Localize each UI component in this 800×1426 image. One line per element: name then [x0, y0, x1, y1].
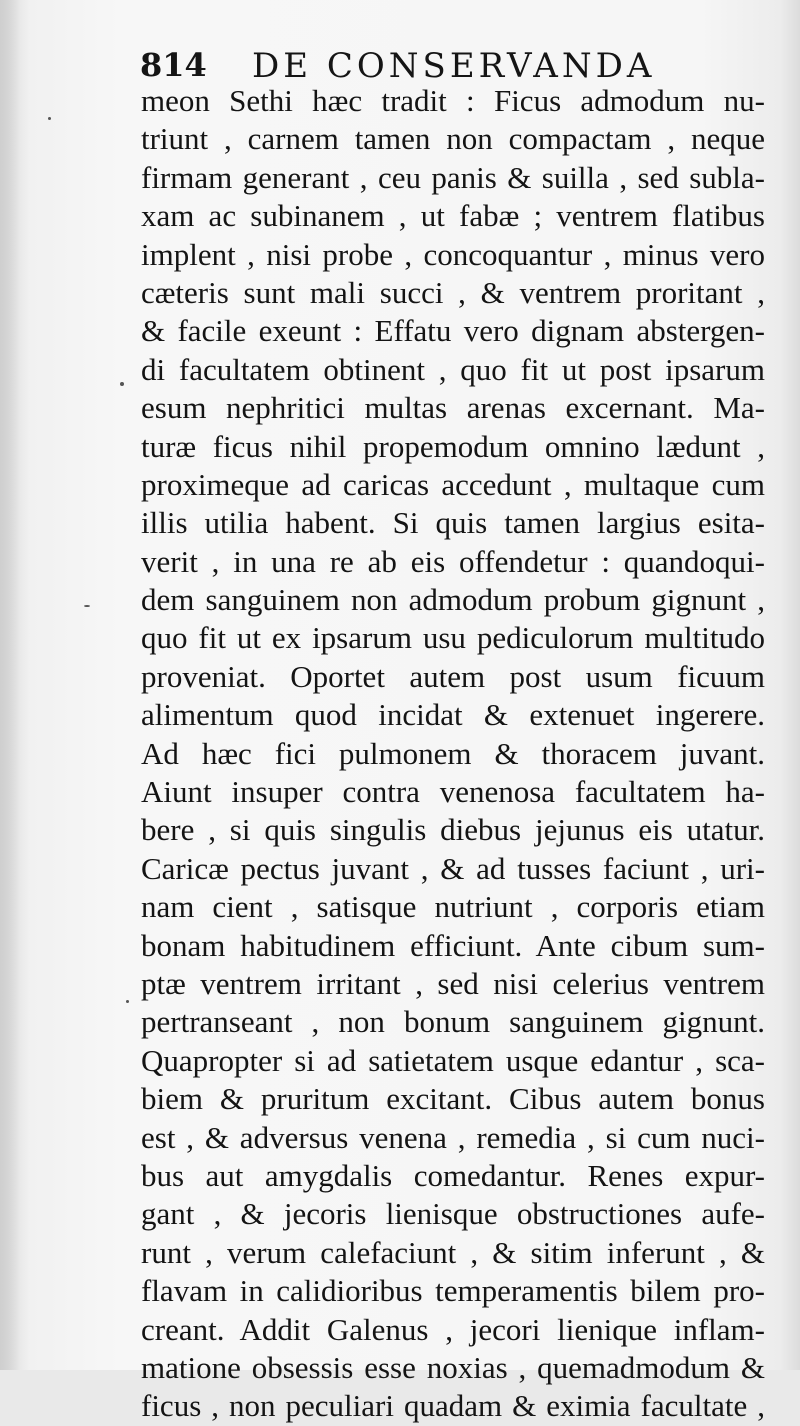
text-line: runt , verum calefaciunt , & sitim inferunt , &	[141, 1234, 765, 1270]
paper-speck	[84, 605, 90, 607]
text-line: bonam habitudinem efficiunt. Ante cibum sum-	[141, 927, 765, 963]
text-line: creant. Addit Galenus , jecori lienique inflam-	[141, 1311, 765, 1347]
text-line: est , & adversus venena , remedia , si cum nuci-	[141, 1119, 765, 1155]
page-edge-shadow	[0, 0, 20, 1370]
text-line: Quapropter si ad satietatem usque edantur , sca-	[141, 1042, 765, 1078]
text-line: bus aut amygdalis comedantur. Renes expur-	[141, 1157, 765, 1193]
text-line: implent , nisi probe , concoquantur , minus vero	[141, 236, 765, 272]
text-line: ptæ ventrem irritant , sed nisi celerius ventrem	[141, 965, 765, 1001]
text-line: proveniat. Oportet autem post usum ficuum	[141, 658, 765, 694]
text-line: Ad hæc fici pulmonem & thoracem juvant.	[141, 735, 765, 771]
text-line: proximeque ad caricas accedunt , multaque cum	[141, 466, 765, 502]
text-line: & facile exeunt : Effatu vero dignam abstergen-	[141, 313, 765, 349]
text-line: gant , & jecoris lienisque obstructiones aufe-	[141, 1196, 765, 1232]
text-line: quo fit ut ex ipsarum usu pediculorum multitudo	[141, 620, 765, 656]
text-line: Caricæ pectus juvant , & ad tusses faciunt , uri-	[141, 850, 765, 886]
text-line: matione obsessis esse noxias , quemadmodum &	[141, 1349, 765, 1385]
text-line: nam cient , satisque nutriunt , corporis etiam	[141, 889, 765, 925]
text-line: ficus , non peculiari quadam & eximia facultate ,	[141, 1388, 765, 1424]
paper-speck	[48, 117, 51, 120]
text-line: xam ac subinanem , ut fabæ ; ventrem flatibus	[141, 198, 765, 234]
text-line: esum nephritici multas arenas excernant. Ma-	[141, 390, 765, 426]
text-line: dem sanguinem non admodum probum gignunt ,	[141, 582, 765, 618]
body-text	[141, 82, 765, 1426]
text-line: biem & pruritum excitant. Cibus autem bonus	[141, 1081, 765, 1117]
text-line: illis utilia habent. Si quis tamen largius esita-	[141, 505, 765, 541]
text-line: triunt , carnem tamen non compactam , neque	[141, 121, 765, 157]
text-line: cæteris sunt mali succi , & ventrem proritant ,	[141, 274, 765, 310]
text-line: meon Sethi hæc tradit : Ficus admodum nu-	[141, 83, 765, 118]
page-number: 814	[140, 46, 207, 84]
running-head: DE CONSERVANDA	[252, 46, 656, 86]
text-line: turæ ficus nihil propemodum omnino lædunt ,	[141, 428, 765, 464]
text-line: di facultatem obtinent , quo fit ut post ipsarum	[141, 351, 765, 387]
text-line: verit , in una re ab eis offendetur : quandoqui-	[141, 543, 765, 579]
paper-speck	[126, 1000, 129, 1003]
paper-speck	[120, 382, 124, 386]
text-line: firmam generant , ceu panis & suilla , sed subla-	[141, 159, 765, 195]
text-line: flavam in calidioribus temperamentis bilem pro-	[141, 1273, 765, 1309]
text-line: alimentum quod incidat & extenuet ingerere.	[141, 697, 765, 733]
text-line: pertranseant , non bonum sanguinem gignunt.	[141, 1004, 765, 1040]
text-line: Aiunt insuper contra venenosa facultatem ha-	[141, 774, 765, 810]
text-line: bere , si quis singulis diebus jejunus eis utatur.	[141, 812, 765, 848]
